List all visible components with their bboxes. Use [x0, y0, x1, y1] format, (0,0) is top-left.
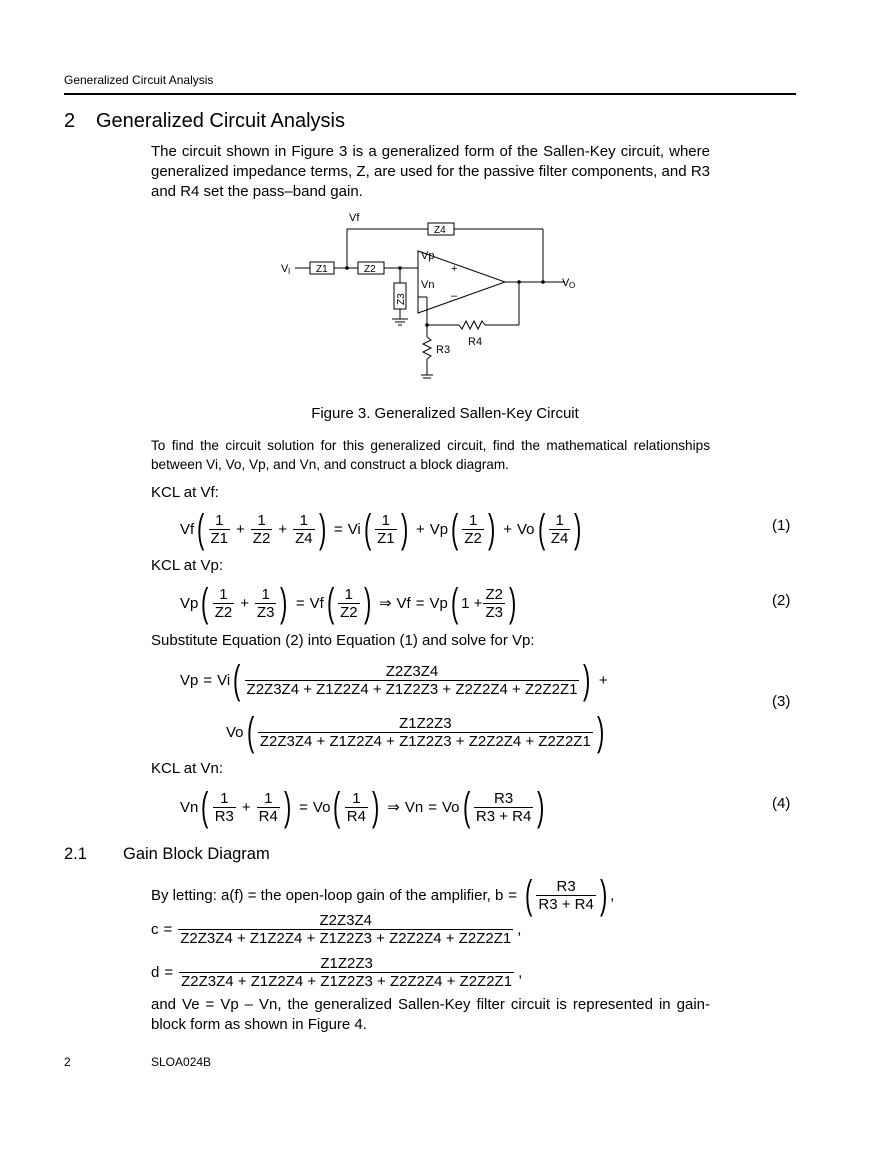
- section-number: 2: [64, 110, 76, 132]
- vp-label: Vp: [421, 250, 435, 262]
- minus-terminal: –: [451, 290, 458, 302]
- vo-label: V: [562, 277, 570, 289]
- substitute-text: Substitute Equation (2) into Equation (1) and solve for Vp:: [151, 632, 535, 649]
- section-title: Generalized Circuit Analysis: [96, 110, 345, 132]
- vi-subscript: I: [288, 267, 291, 276]
- closing-paragraph: and Ve = Vp – Vn, the generalized Sallen-Key filter circuit is represented in gain-block form as shown in Figure 4.: [151, 996, 710, 1033]
- vn-label: Vn: [421, 279, 435, 291]
- kcl-vp-label: KCL at Vp:: [151, 557, 223, 574]
- equation-4: Vn ( $\frac{1}{R3}$ + $\frac{1}{R4}$ ) = Vo ( $\frac{1}{R4}$ ) ⇒ Vn = Vo ( $\frac{R3}{R3 + R4}$ ): [180, 785, 545, 829]
- r4-label: R4: [468, 336, 483, 348]
- by-letting-line: By letting: a(f) = the open-loop gain of the amplifier, b = ( $\frac{R3}{R3 + R4}$ ) ,: [151, 873, 615, 917]
- sallen-key-schematic: [270, 205, 600, 390]
- equation-1: Vf ( $\frac{1}{Z1}$ + $\frac{1}{Z2}$ + $\frac{1}{Z4}$ ) = Vi ( $\frac{1}{Z1}$ ) + Vp ( $\frac{1}{Z2}$ ) + Vo ( $\frac{1}{Z4}$ ): [180, 507, 582, 551]
- z2-label: Z2: [364, 264, 376, 275]
- c-definition: c = $\frac{Z2Z3Z4}{Z2Z3Z4 + Z1Z2Z4 + Z1Z2Z3 + Z2Z2Z4 + Z2Z2Z1}$ ,: [151, 912, 522, 947]
- solution-paragraph: To find the circuit solution for this generalized circuit, find the mathematical relationships between Vi, Vo, Vp, and Vn, and construct a block diagram.: [151, 438, 710, 472]
- z4-label: Z4: [434, 225, 446, 236]
- r3-resistor: [423, 337, 431, 359]
- running-header: Generalized Circuit Analysis: [64, 73, 214, 87]
- page-number: 2: [64, 1055, 71, 1069]
- r4-resistor: [459, 321, 485, 329]
- vo-subscript: O: [569, 281, 576, 290]
- r3-label: R3: [436, 344, 451, 356]
- figure3-caption: Figure 3. Generalized Sallen-Key Circuit: [311, 405, 579, 422]
- eq2-number: (2): [772, 592, 791, 609]
- plus-terminal: +: [451, 263, 458, 275]
- kcl-vn-label: KCL at Vn:: [151, 760, 223, 777]
- eq3-number: (3): [772, 693, 791, 710]
- equation-3-line-1: Vp = Vi ( $\frac{Z2Z3Z4}{Z2Z3Z4 + Z1Z2Z4 + Z1Z2Z3 + Z2Z2Z4 + Z2Z2Z1}$ ) +: [180, 658, 608, 702]
- eq1-number: (1): [772, 517, 791, 534]
- vi-label: V: [281, 263, 289, 275]
- intro-paragraph: The circuit shown in Figure 3 is a generalized form of the Sallen-Key circuit, where generalized impedance terms, Z, are used for the passive filter components, and R3 and R4 set the pass–band gain.: [151, 143, 710, 200]
- equation-3-line-2: Vo ( $\frac{Z1Z2Z3}{Z2Z3Z4 + Z1Z2Z4 + Z1Z2Z3 + Z2Z2Z4 + Z2Z2Z1}$ ): [226, 710, 605, 754]
- subsection-number: 2.1: [64, 845, 87, 863]
- eq4-number: (4): [772, 795, 791, 812]
- vf-label: Vf: [349, 212, 360, 224]
- document-id: SLOA024B: [151, 1055, 212, 1069]
- header-rule: [64, 93, 796, 95]
- kcl-vf-label: KCL at Vf:: [151, 484, 219, 501]
- z3-label: Z3: [396, 293, 407, 305]
- equation-2: Vp ( $\frac{1}{Z2}$ + $\frac{1}{Z3}$ ) = Vf ( $\frac{1}{Z2}$ ) ⇒ Vf = Vp ( 1 + $\frac{Z2}{Z3}$ ): [180, 581, 517, 625]
- subsection-title: Gain Block Diagram: [123, 845, 270, 863]
- d-definition: d = $\frac{Z1Z2Z3}{Z2Z3Z4 + Z1Z2Z4 + Z1Z2Z3 + Z2Z2Z4 + Z2Z2Z1}$ ,: [151, 955, 523, 990]
- z1-label: Z1: [316, 264, 328, 275]
